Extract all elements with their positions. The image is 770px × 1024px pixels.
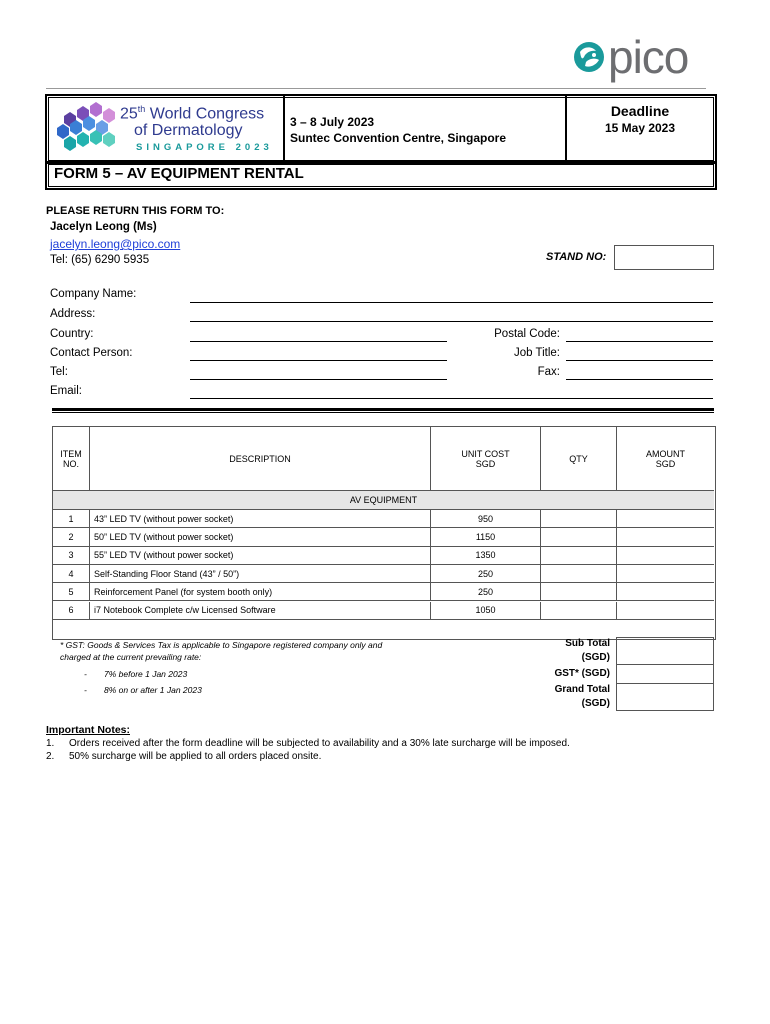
- note-2-number: 2.: [46, 751, 55, 762]
- gst-bullet-2: 8% on or after 1 Jan 2023: [104, 685, 202, 695]
- header-amount: AMOUNT SGD: [617, 427, 714, 491]
- grand-total-label-2: (SGD): [581, 698, 610, 709]
- header-item: ITEM NO.: [53, 427, 90, 491]
- pico-brand-text: pico: [608, 31, 689, 83]
- row-item-no: 1: [53, 510, 90, 528]
- top-divider: [46, 88, 706, 89]
- gst-note-line1: * GST: Goods & Services Tax is applicable to Singapore registered company only and: [60, 640, 383, 650]
- subtotal-label-1: Sub Total: [565, 638, 610, 649]
- row-qty-input[interactable]: [541, 565, 617, 583]
- note-1-text: Orders received after the form deadline will be subjected to availability and a 30% late surcharge will be imposed.: [69, 738, 570, 749]
- gst-note-line2: charged at the current prevailing rate:: [60, 652, 202, 662]
- row-unit-cost: 950: [431, 510, 541, 528]
- gst-input[interactable]: [616, 664, 714, 684]
- congress-title-line2: of Dermatology: [134, 122, 243, 139]
- form-title: FORM 5 – AV EQUIPMENT RENTAL: [54, 165, 304, 182]
- contact-input[interactable]: [190, 360, 447, 361]
- tel-label: Tel:: [50, 366, 68, 378]
- notes-heading: Important Notes:: [46, 724, 130, 736]
- email-label: Email:: [50, 385, 82, 397]
- pico-logo-icon: [572, 40, 606, 74]
- row-item-no: 3: [53, 547, 90, 565]
- row-qty-input[interactable]: [541, 528, 617, 546]
- postal-input[interactable]: [566, 341, 713, 342]
- gst-bullet-dash: -: [84, 669, 87, 679]
- return-tel: Tel: (65) 6290 5935: [50, 254, 150, 266]
- av-equipment-table: [52, 426, 716, 640]
- row-description: 50” LED TV (without power socket): [90, 528, 431, 546]
- row-description: i7 Notebook Complete c/w Licensed Software: [90, 602, 431, 620]
- grand-total-input[interactable]: [616, 683, 714, 711]
- header-qty: QTY: [541, 427, 617, 491]
- company-label: Company Name:: [50, 288, 137, 300]
- event-venue: Suntec Convention Centre, Singapore: [290, 131, 507, 145]
- row-description: 55” LED TV (without power socket): [90, 547, 431, 565]
- fax-input[interactable]: [566, 379, 713, 380]
- row-description: Reinforcement Panel (for system booth only): [90, 583, 431, 601]
- row-amount-input[interactable]: [617, 510, 714, 528]
- congress-title-line3: SINGAPORE 2023: [136, 142, 273, 153]
- deadline-label: Deadline: [610, 103, 670, 119]
- row-item-no: 4: [53, 565, 90, 583]
- section-rule: [52, 408, 714, 411]
- subtotal-label-2: (SGD): [581, 652, 610, 663]
- row-description: 43” LED TV (without power socket): [90, 510, 431, 528]
- row-item-no: 2: [53, 528, 90, 546]
- row-qty-input[interactable]: [541, 583, 617, 601]
- row-qty-input[interactable]: [541, 602, 617, 620]
- row-amount-input[interactable]: [617, 547, 714, 565]
- congress-title-line1: 25th World Congress: [120, 104, 265, 123]
- country-label: Country:: [50, 328, 94, 340]
- row-unit-cost: 1150: [431, 528, 541, 546]
- row-item-no: 5: [53, 583, 90, 601]
- tel-input[interactable]: [190, 379, 447, 380]
- subtotal-input[interactable]: [616, 637, 714, 665]
- header-unit-cost: UNIT COST SGD: [431, 427, 541, 491]
- address-input[interactable]: [190, 321, 713, 322]
- job-label: Job Title:: [513, 347, 560, 359]
- row-unit-cost: 1350: [431, 547, 541, 565]
- row-amount-input[interactable]: [617, 528, 714, 546]
- header-description: DESCRIPTION: [90, 427, 431, 491]
- header-divider: [283, 94, 285, 162]
- row-unit-cost: 250: [431, 565, 541, 583]
- fax-label: Fax:: [537, 366, 560, 378]
- section-rule: [52, 412, 714, 413]
- gst-bullet-1: 7% before 1 Jan 2023: [104, 669, 188, 679]
- section-av-equipment: AV EQUIPMENT: [53, 491, 714, 510]
- address-label: Address:: [50, 308, 96, 320]
- row-amount-input[interactable]: [617, 565, 714, 583]
- job-input[interactable]: [566, 360, 713, 361]
- deadline-date: 15 May 2023: [604, 121, 676, 135]
- note-1-number: 1.: [46, 738, 55, 749]
- row-unit-cost: 1050: [431, 602, 541, 620]
- email-input[interactable]: [190, 398, 713, 399]
- row-unit-cost: 250: [431, 583, 541, 601]
- postal-label: Postal Code:: [494, 328, 560, 340]
- row-amount-input[interactable]: [617, 602, 714, 620]
- table-empty-row: [53, 620, 714, 639]
- gst-label: GST* (SGD): [554, 668, 610, 679]
- gst-bullet-dash: -: [84, 685, 87, 695]
- grand-total-label-1: Grand Total: [554, 684, 610, 695]
- note-2-text: 50% surcharge will be applied to all orders placed onsite.: [69, 751, 322, 762]
- return-email-link[interactable]: jacelyn.leong@pico.com: [50, 237, 181, 251]
- stand-no-label: STAND NO:: [546, 251, 607, 263]
- company-input[interactable]: [190, 302, 713, 303]
- row-item-no: 6: [53, 602, 90, 620]
- event-dates: 3 – 8 July 2023: [290, 115, 375, 129]
- contact-label: Contact Person:: [50, 347, 133, 359]
- return-heading: PLEASE RETURN THIS FORM TO:: [46, 205, 225, 217]
- row-description: Self-Standing Floor Stand (43” / 50”): [90, 565, 431, 583]
- congress-hex-logo-icon: [54, 102, 120, 156]
- row-amount-input[interactable]: [617, 583, 714, 601]
- return-name: Jacelyn Leong (Ms): [50, 221, 157, 233]
- row-qty-input[interactable]: [541, 510, 617, 528]
- row-qty-input[interactable]: [541, 547, 617, 565]
- stand-no-input[interactable]: [614, 245, 714, 270]
- country-input[interactable]: [190, 341, 447, 342]
